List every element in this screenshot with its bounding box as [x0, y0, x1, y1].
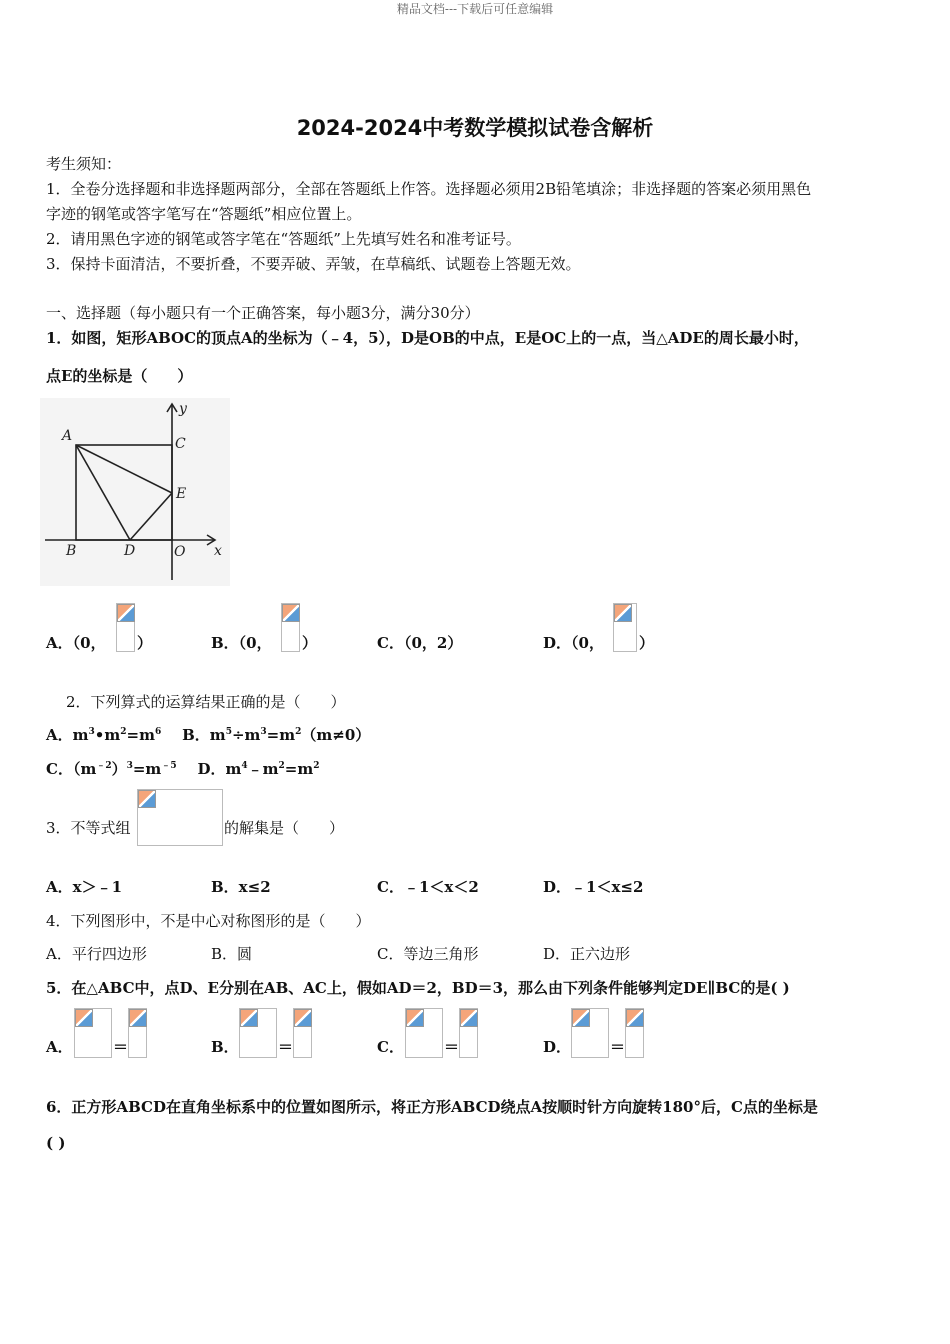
notice-line-3: 3．保持卡面清洁，不要折叠，不要弄破、弄皱，在草稿纸、试题卷上答题无效。: [46, 255, 581, 273]
label-c: C: [175, 436, 186, 452]
label-e: E: [176, 486, 187, 502]
q5-option-d-eq: ＝: [610, 1038, 626, 1056]
q3-stem-a: 3．不等式组: [46, 819, 131, 837]
q1-option-b-image: [281, 603, 300, 652]
broken-image-icon: [117, 604, 135, 622]
q4-option-b: B．圆: [211, 945, 253, 963]
q5-option-a-image-1: [74, 1008, 112, 1058]
broken-image-icon: [460, 1009, 478, 1027]
broken-image-icon: [626, 1009, 644, 1027]
q5-option-a-eq: ＝: [113, 1038, 129, 1056]
q3-stem-b: 的解集是（ ）: [224, 819, 345, 837]
q3-option-d: D．﹣1＜x≤2: [543, 878, 644, 896]
notice-heading: 考生须知：: [46, 155, 122, 173]
section-heading: 一、选择题（每小题只有一个正确答案，每小题3分，满分30分）: [46, 304, 480, 322]
q1-option-d-image: [613, 603, 637, 652]
q5-option-c-eq: ＝: [444, 1038, 460, 1056]
q5-option-d: D．: [543, 1038, 572, 1056]
q5-option-b-image-1: [239, 1008, 277, 1058]
q5-option-a: A．: [46, 1038, 73, 1056]
broken-image-icon: [572, 1009, 590, 1027]
q1-stem-line-2: 点E的坐标是（ ）: [46, 367, 193, 385]
notice-line-1a: 1．全卷分选择题和非选择题两部分，全部在答题纸上作答。选择题必须用2B铅笔填涂；非选择题的答案必须用黑色: [46, 180, 812, 198]
q5-option-c: C．: [377, 1038, 404, 1056]
q3-option-a: A．x＞﹣1: [46, 878, 123, 896]
q1-option-a-close: ）: [137, 634, 153, 652]
q3-option-b: B．x≤2: [211, 878, 271, 896]
broken-image-icon: [282, 604, 300, 622]
q5-option-a-image-2: [128, 1008, 147, 1058]
q1-option-d: D．（0，: [543, 634, 604, 652]
q5-option-b: B．: [211, 1038, 239, 1056]
q5-option-d-image-1: [571, 1008, 609, 1058]
q3-inequality-image: [137, 789, 223, 846]
q5-option-c-image-1: [405, 1008, 443, 1058]
broken-image-icon: [294, 1009, 312, 1027]
q5-option-b-eq: ＝: [278, 1038, 294, 1056]
label-o: O: [174, 544, 186, 560]
q4-option-c: C．等边三角形: [377, 945, 479, 963]
broken-image-icon: [129, 1009, 147, 1027]
q1-option-a-image: [116, 603, 135, 652]
q4-option-a: A．平行四边形: [46, 945, 147, 963]
notice-line-2: 2．请用黑色字迹的钢笔或答字笔在“答题纸”上先填写姓名和准考证号。: [46, 230, 521, 248]
q1-option-a: A．（0，: [46, 634, 106, 652]
page-title: 2024-2024中考数学模拟试卷含解析: [296, 116, 654, 140]
q5-option-d-image-2: [625, 1008, 644, 1058]
label-a: A: [62, 428, 73, 444]
q4-option-d: D．正六边形: [543, 945, 631, 963]
q6-stem-line-2: ( ): [46, 1134, 66, 1152]
label-b: B: [66, 543, 77, 559]
label-y: y: [179, 401, 187, 417]
q4-stem: 4．下列图形中，不是中心对称图形的是（ ）: [46, 912, 371, 930]
q2-options-ab: A．$m^3•m^2=m^6$ B．$m^5\div m^3=m^2(m\ne 0)$: [46, 726, 371, 744]
broken-image-icon: [614, 604, 632, 622]
notice-line-1b: 字迹的钢笔或答字笔写在“答题纸”相应位置上。: [46, 205, 362, 223]
broken-image-icon: [75, 1009, 93, 1027]
q3-option-c: C．﹣1＜x＜2: [377, 878, 479, 896]
q1-option-b-close: ）: [302, 634, 318, 652]
q1-option-c: C．（0，2）: [377, 634, 463, 652]
q1-option-d-close: ）: [639, 634, 655, 652]
q1-figure: [40, 398, 230, 586]
broken-image-icon: [406, 1009, 424, 1027]
q2-stem: 2．下列算式的运算结果正确的是（ ）: [66, 693, 346, 711]
q6-stem-line-1: 6．正方形ABCD在直角坐标系中的位置如图所示，将正方形ABCD绕点A按顺时针方向旋转180°后，C点的坐标是: [46, 1098, 818, 1116]
q1-stem-line-1: 1．如图，矩形ABOC的顶点A的坐标为（﹣4，5），D是OB的中点，E是OC上的一点，当△ADE的周长最小时，: [46, 329, 809, 347]
label-x: x: [214, 543, 222, 559]
label-d: D: [124, 543, 136, 559]
broken-image-icon: [240, 1009, 258, 1027]
q5-option-c-image-2: [459, 1008, 478, 1058]
q1-option-b: B．（0，: [211, 634, 272, 652]
q5-stem: 5．在△ABC中，点D、E分别在AB、AC上，假如AD＝2，BD＝3，那么由下列条件能够判定DE∥BC的是( ): [46, 979, 790, 997]
q5-option-b-image-2: [293, 1008, 312, 1058]
q2-options-cd: C．$(m^{﹣2})^3=m^{﹣5}$ D．$m^4﹣m^2=m^2$: [46, 760, 320, 778]
broken-image-icon: [138, 790, 156, 808]
page-header: 精品文档---下载后可任意编辑: [396, 2, 554, 16]
